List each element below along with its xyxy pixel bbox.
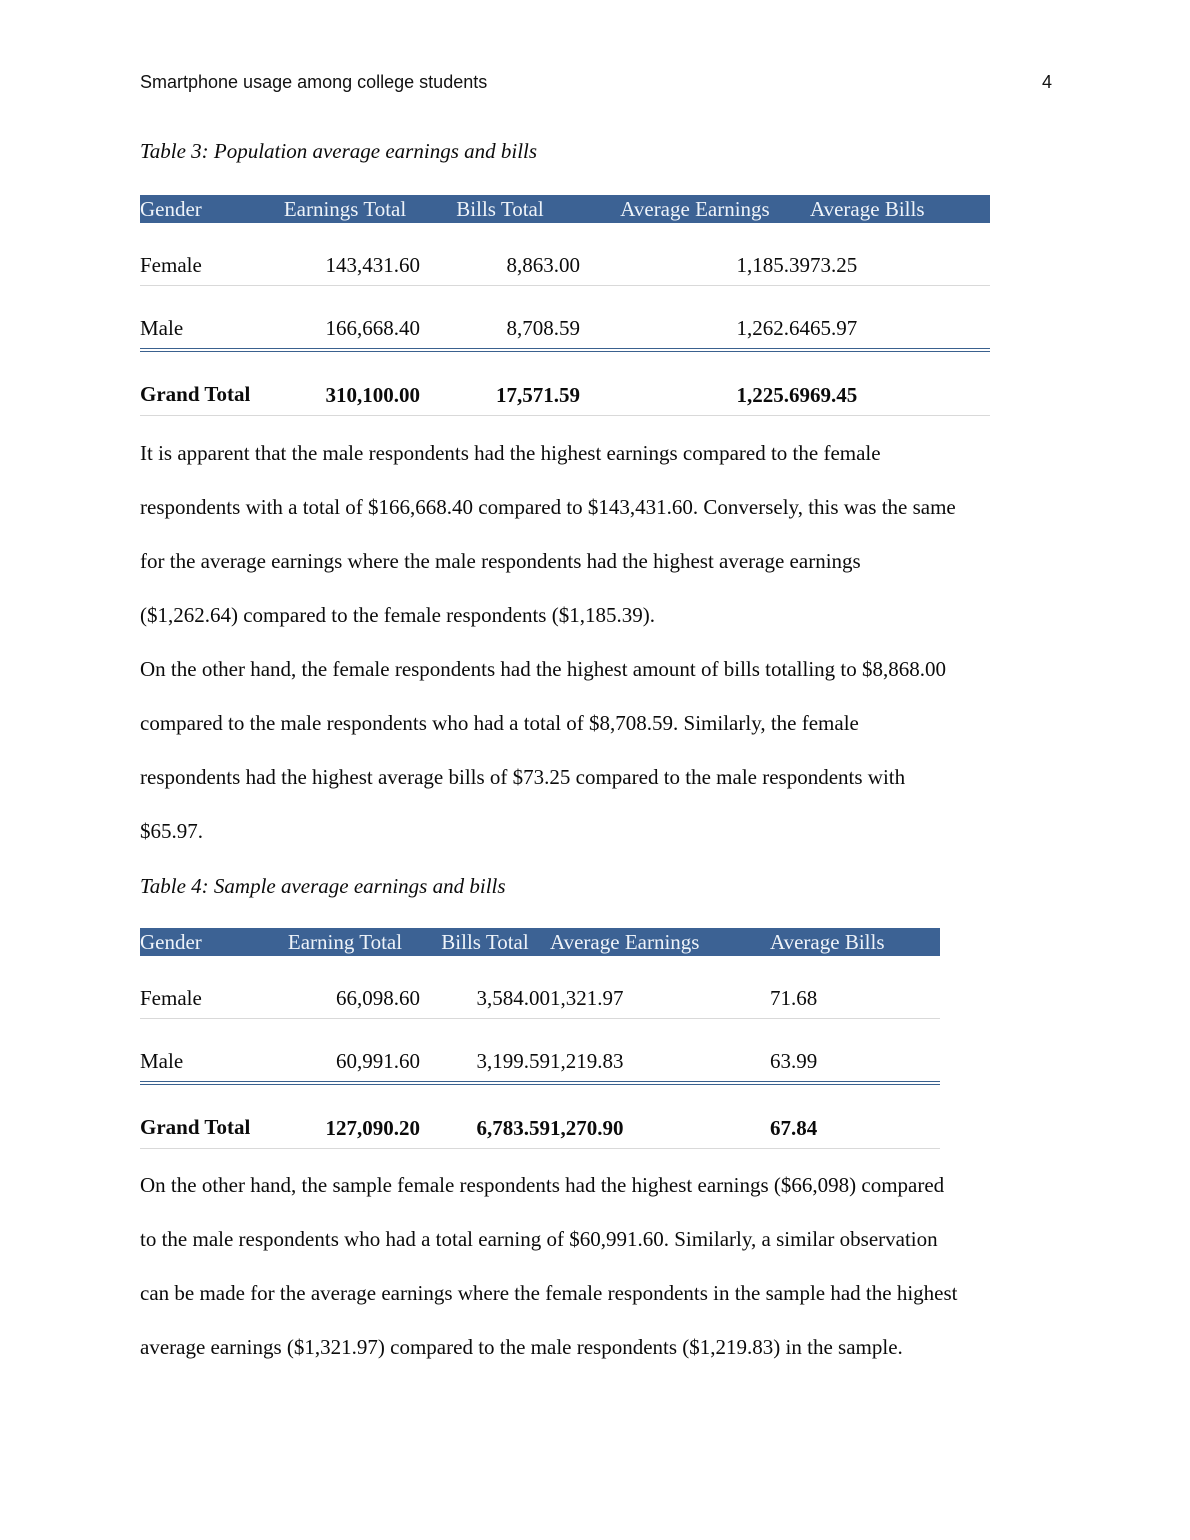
table-row [140,286,990,351]
body-text-1 [140,426,1150,858]
table4-total-label: Grand Total [140,1083,270,1149]
table4-female-avg-earnings: 1,321.97 [550,956,770,1019]
table3-total-avg-earnings: 1,225.69 [580,350,810,416]
paragraph-line: average earnings ($1,321.97) compared to the male respondents ($1,219.83) in the sample. [140,1335,903,1359]
table4-col-gender: Gender [140,928,270,956]
paragraph-3 [140,1158,1150,1374]
table4-male-gender: Male [140,1019,270,1084]
paragraph-line: respondents had the highest average bills of $73.25 compared to the male respondents with [140,765,906,789]
table3-col-gender: Gender [140,195,270,223]
table4-female-bills: 3,584.00 [420,956,550,1019]
grand-total-row [140,350,990,416]
table3 [140,195,990,416]
running-head [140,72,1052,93]
table4-col-average-bills: Average Bills [770,928,940,956]
table4-col-average-earnings: Average Earnings [550,928,770,956]
paragraph-line: $65.97. [140,819,203,843]
grand-total-row [140,1083,940,1149]
table3-total-avg-bills: 69.45 [810,350,990,416]
table4-caption: Table 4: Sample average earnings and bills [140,874,506,898]
table3-female-gender: Female [140,223,270,286]
table4-male-avg-bills: 63.99 [770,1019,940,1084]
table3-female-avg-earnings: 1,185.39 [580,223,810,286]
table4-female-avg-bills: 71.68 [770,956,940,1019]
paragraph-line: for the average earnings where the male respondents had the highest average earnings [140,549,861,573]
paragraph-line: ($1,262.64) compared to the female respondents ($1,185.39). [140,603,655,627]
table3-male-earnings: 166,668.40 [270,286,420,351]
table4-male-bills: 3,199.59 [420,1019,550,1084]
table4-header-row [140,928,940,956]
table3-total-bills: 17,571.59 [420,350,580,416]
table4-total-avg-earnings: 1,270.90 [550,1083,770,1149]
paragraph-line: to the male respondents who had a total earning of $60,991.60. Similarly, a similar observation [140,1227,938,1251]
table3-male-bills: 8,708.59 [420,286,580,351]
table-row [140,1019,940,1084]
table3-female-earnings: 143,431.60 [270,223,420,286]
table3-female-avg-bills: 73.25 [810,223,990,286]
table3-col-earnings-total: Earnings Total [270,195,420,223]
paragraph-line: On the other hand, the sample female respondents had the highest earnings ($66,098) compared [140,1173,945,1197]
table-row [140,956,940,1019]
paragraph-line: It is apparent that the male respondents had the highest earnings compared to the female [140,441,881,465]
table3-col-bills-total: Bills Total [420,195,580,223]
table3-male-gender: Male [140,286,270,351]
table-row [140,223,990,286]
table4-total-bills: 6,783.59 [420,1083,550,1149]
table3-total-earnings: 310,100.00 [270,350,420,416]
table4 [140,928,940,1149]
table4-male-avg-earnings: 1,219.83 [550,1019,770,1084]
table4-male-earnings: 60,991.60 [270,1019,420,1084]
table3-male-avg-bills: 65.97 [810,286,990,351]
table4-female-gender: Female [140,956,270,1019]
table4-female-earnings: 66,098.60 [270,956,420,1019]
table3-col-average-earnings: Average Earnings [580,195,810,223]
table4-col-bills-total: Bills Total [420,928,550,956]
paragraph-line: On the other hand, the female respondents had the highest amount of bills totalling to $8,868.00 [140,657,947,681]
page-number: 4 [1041,72,1052,92]
running-head-title: Smartphone usage among college students [140,72,488,92]
table3-col-average-bills: Average Bills [810,195,990,223]
table3-caption: Table 3: Population average earnings and bills [140,139,538,163]
table3-total-label: Grand Total [140,350,270,416]
body-text-2 [140,1158,1150,1374]
table3-header-row [140,195,990,223]
table3-male-avg-earnings: 1,262.64 [580,286,810,351]
paragraph-line: can be made for the average earnings where the female respondents in the sample had the highest [140,1281,958,1305]
paragraph-1 [140,426,1150,642]
paragraph-line: respondents with a total of $166,668.40 compared to $143,431.60. Conversely, this was the same [140,495,956,519]
table3-female-bills: 8,863.00 [420,223,580,286]
table4-total-avg-bills: 67.84 [770,1083,940,1149]
table4-col-earning-total: Earning Total [270,928,420,956]
paragraph-2 [140,642,1150,858]
paragraph-line: compared to the male respondents who had a total of $8,708.59. Similarly, the female [140,711,859,735]
table4-total-earnings: 127,090.20 [270,1083,420,1149]
